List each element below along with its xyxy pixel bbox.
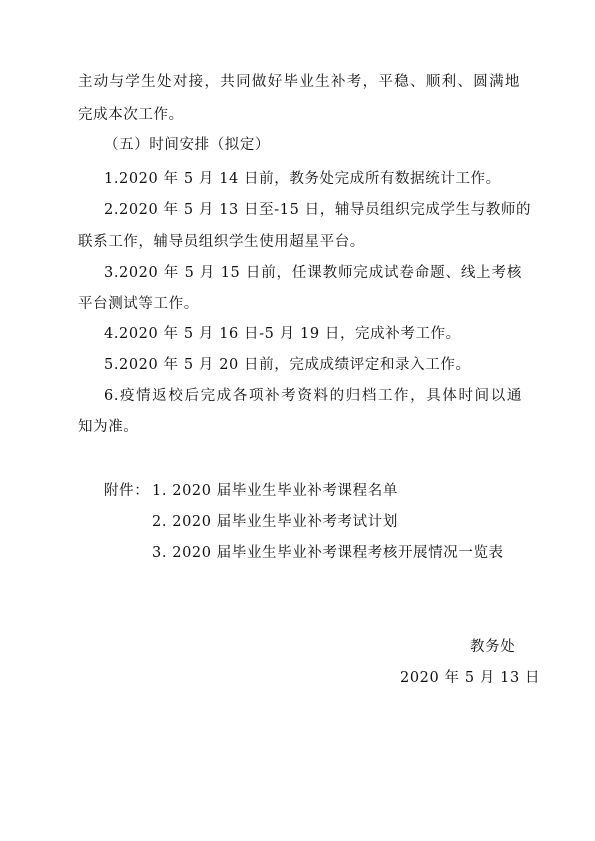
schedule-item-2: 2.2020 年 5 月 13 日至-15 日，辅导员组织完成学生与教师的 — [104, 202, 532, 218]
attachment-item: 3. 2020 届毕业生毕业补考课程考核开展情况一览表 — [152, 545, 504, 561]
attachments-label: 附件： — [104, 483, 150, 499]
schedule-item-3-continued: 平台测试等工作。 — [78, 296, 199, 312]
schedule-item-2-continued: 联系工作，辅导员组织学生使用超星平台。 — [78, 234, 365, 250]
schedule-item-6: 6.疫情返校后完成各项补考资料的归档工作，具体时间以通 — [104, 388, 522, 404]
attachment-item: 1. 2020 届毕业生毕业补考课程名单 — [152, 483, 398, 499]
paragraph-line: 完成本次工作。 — [78, 107, 184, 123]
schedule-item-1: 1.2020 年 5 月 14 日前，教务处完成所有数据统计工作。 — [104, 171, 501, 187]
schedule-item-4: 4.2020 年 5 月 16 日-5 月 19 日，完成补考工作。 — [104, 326, 461, 342]
signature-date: 2020 年 5 月 13 日 — [400, 670, 541, 686]
attachment-item: 2. 2020 届毕业生毕业补考考试计划 — [152, 514, 398, 530]
schedule-item-6-continued: 知为准。 — [78, 419, 139, 435]
signature-office: 教务处 — [470, 639, 516, 655]
paragraph-line: 主动与学生处对接，共同做好毕业生补考，平稳、顺利、圆满地 — [78, 74, 520, 90]
schedule-item-3: 3.2020 年 5 月 15 日前，任课教师完成试卷命题、线上考核 — [104, 265, 522, 281]
section-heading: （五）时间安排（拟定） — [104, 137, 271, 153]
schedule-item-5: 5.2020 年 5 月 20 日前，完成成绩评定和录入工作。 — [104, 357, 471, 373]
